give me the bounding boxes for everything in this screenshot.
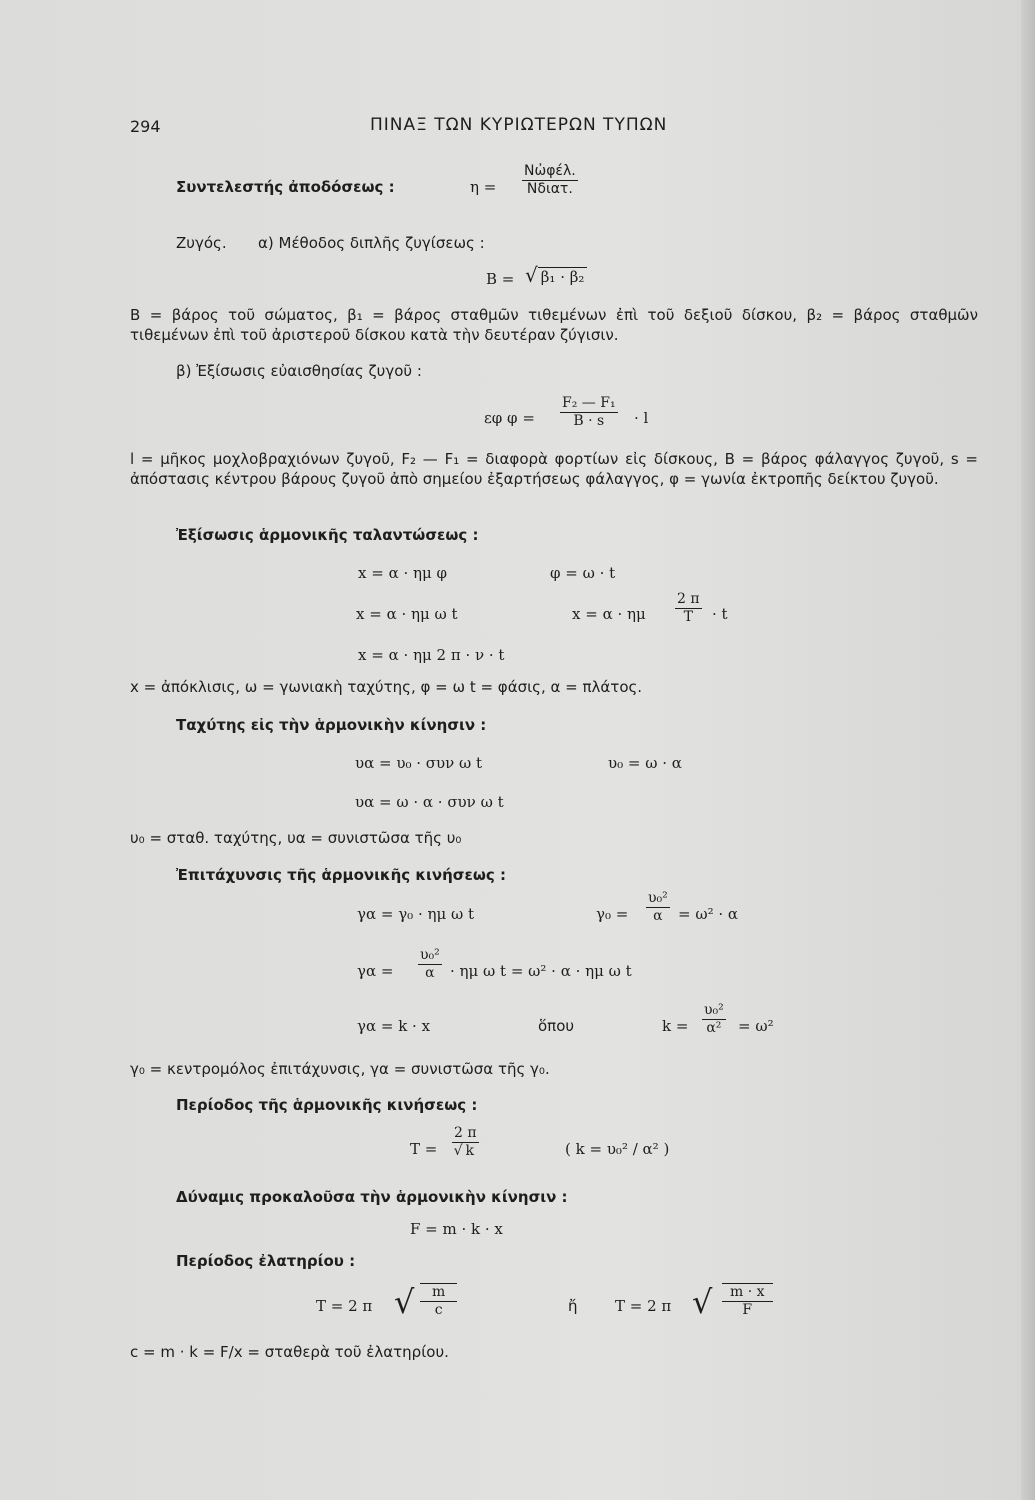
balance-formula-root <box>525 263 587 287</box>
acceleration-eq5-lhs: k = <box>662 1017 689 1035</box>
harmonic-eq2: φ = ω · t <box>550 564 616 582</box>
sensitivity-lhs: εφ φ = <box>484 409 535 427</box>
acceleration-eq2-rhs: = ω² · α <box>678 905 739 923</box>
efficiency-lhs: η = <box>470 178 497 196</box>
harmonic-eq3: x = α · ημ ω t <box>356 605 458 623</box>
sqrt-sign: √ <box>453 1143 463 1159</box>
period-denominator <box>452 1143 479 1160</box>
velocity-eq2: υ₀ = ω · α <box>608 754 682 772</box>
acceleration-eq4: γα = k · x <box>357 1017 431 1035</box>
acceleration-eq5-rhs: = ω² <box>738 1017 774 1035</box>
harmonic-eq1: x = α · ημ φ <box>358 564 448 582</box>
acceleration-eq3-numerator: υ₀² <box>420 947 440 963</box>
sensitivity-denominator: B · s <box>573 413 605 429</box>
acceleration-eq2-fraction <box>646 890 670 925</box>
harmonic-eq4-lhs: x = α · ημ <box>572 605 646 623</box>
velocity-heading: Ταχύτης εἰς τὴν ἁρμονικὴν κίνησιν : <box>176 716 487 734</box>
balance-heading: Ζυγός. <box>176 234 227 252</box>
spring-eq1-denominator: c <box>434 1302 443 1318</box>
period-fraction <box>452 1125 479 1160</box>
acceleration-where: ὅπου <box>538 1017 575 1035</box>
acceleration-eq2-lhs: γ₀ = <box>596 905 629 923</box>
balance-radicand: β₁ · β₂ <box>538 267 588 286</box>
harmonic-eq4-denominator: T <box>683 609 693 625</box>
spring-eq2-denominator: F <box>742 1302 753 1318</box>
acceleration-eq5-fraction <box>702 1002 726 1037</box>
acceleration-eq2-numerator: υ₀² <box>648 890 668 906</box>
acceleration-eq3-denominator: α <box>425 965 435 981</box>
efficiency-numerator: Nὠφέλ. <box>524 163 576 179</box>
balance-method-a: α) Μέθοδος διπλῆς ζυγίσεως : <box>258 234 485 252</box>
running-title: ΠΙΝΑΞ ΤΩΝ ΚΥΡΙΩΤΕΡΩΝ ΤΥΠΩΝ <box>370 115 668 135</box>
acceleration-eq3-lhs: γα = <box>357 962 394 980</box>
velocity-legend: υ₀ = σταθ. ταχύτης, υα = συνιστῶσα τῆς υ₀ <box>130 829 462 847</box>
efficiency-denominator: Nδιατ. <box>526 181 573 197</box>
sqrt-sign-large: √ <box>394 1283 415 1321</box>
spring-eq2-numerator: m · x <box>722 1284 773 1302</box>
acceleration-eq3-fraction <box>418 947 442 982</box>
balance-method-b: β) Ἐξίσωσις εὐαισθησίας ζυγοῦ : <box>176 362 422 380</box>
spring-eq1-fraction <box>420 1283 457 1319</box>
period-radicand: k <box>463 1142 477 1159</box>
acceleration-eq5-numerator: υ₀² <box>704 1002 724 1018</box>
sensitivity-rhs: · l <box>634 409 649 427</box>
harmonic-eq5: x = α · ημ 2 π · ν · t <box>358 646 505 664</box>
balance-description: B = βάρος τοῦ σώματος, β₁ = βάρος σταθμῶν τιθεμένων ἐπὶ τοῦ δεξιοῦ δίσκου, β₂ = βάρος σταθμῶν τιθεμένων ἐπὶ τοῦ ἀριστεροῦ δίσκου κατὰ τὴν δευτέραν ζύγισιν. <box>130 306 978 344</box>
acceleration-eq1: γα = γ₀ · ημ ω t <box>357 905 475 923</box>
sensitivity-numerator: F₂ — F₁ <box>562 395 616 411</box>
page-edge <box>1021 0 1035 1500</box>
harmonic-eq4-rhs: · t <box>712 605 728 623</box>
spring-eq1-numerator: m <box>420 1284 457 1302</box>
acceleration-eq2-denominator: α <box>653 908 663 924</box>
efficiency-heading: Συντελεστής ἀποδόσεως : <box>176 178 395 196</box>
force-equation: F = m · k · x <box>410 1220 503 1238</box>
harmonic-eq4-numerator: 2 π <box>677 591 700 607</box>
velocity-eq3: υα = ω · α · συν ω t <box>355 793 504 811</box>
harmonic-eq4-fraction <box>675 591 702 626</box>
spring-or: ἤ <box>568 1297 578 1315</box>
spring-legend: c = m · k = F/x = σταθερὰ τοῦ ἐλατηρίου. <box>130 1343 449 1361</box>
sensitivity-description: l = μῆκος μοχλοβραχιόνων ζυγοῦ, F₂ — F₁ = διαφορὰ φορτίων εἰς δίσκους, B = βάρος φάλαγγος ζυγοῦ, s = ἀπόστασις κέντρου βάρους ζυγοῦ ἀπὸ σημείου ἐξαρτήσεως φάλαγγος, φ = γωνία ἐκτροπῆς δείκτου ζυγοῦ. <box>130 450 978 488</box>
period-heading: Περίοδος τῆς ἁρμονικῆς κινήσεως : <box>176 1096 478 1114</box>
acceleration-legend: γ₀ = κεντρομόλος ἐπιτάχυνσις, γα = συνιστῶσα τῆς γ₀. <box>130 1060 550 1078</box>
harmonic-heading: Ἐξίσωσις ἁρμονικῆς ταλαντώσεως : <box>176 526 479 544</box>
period-numerator: 2 π <box>454 1125 477 1141</box>
page-number: 294 <box>130 117 161 136</box>
force-heading: Δύναμις προκαλοῦσα τὴν ἁρμονικὴν κίνησιν : <box>176 1188 568 1206</box>
period-lhs: T = <box>410 1140 438 1158</box>
acceleration-eq3-rhs: · ημ ω t = ω² · α · ημ ω t <box>450 962 632 980</box>
harmonic-legend: x = ἀπόκλισις, ω = γωνιακὴ ταχύτης, φ = ω t = φάσις, α = πλάτος. <box>130 678 643 696</box>
sensitivity-fraction <box>560 395 618 430</box>
spring-eq2-lhs: T = 2 π <box>615 1297 672 1315</box>
efficiency-fraction <box>522 163 578 198</box>
sqrt-sign: √ <box>525 263 538 287</box>
acceleration-heading: Ἐπιτάχυνσις τῆς ἁρμονικῆς κινήσεως : <box>176 866 506 884</box>
acceleration-eq5-denominator: α² <box>706 1020 722 1036</box>
spring-heading: Περίοδος ἐλατηρίου : <box>176 1252 356 1270</box>
spring-eq1-lhs: T = 2 π <box>316 1297 373 1315</box>
sqrt-sign-large: √ <box>692 1283 713 1321</box>
velocity-eq1: υα = υ₀ · συν ω t <box>355 754 483 772</box>
balance-formula-lhs: B = <box>486 270 515 288</box>
period-note: ( k = υ₀² / α² ) <box>565 1140 670 1158</box>
spring-eq2-fraction <box>722 1283 773 1319</box>
